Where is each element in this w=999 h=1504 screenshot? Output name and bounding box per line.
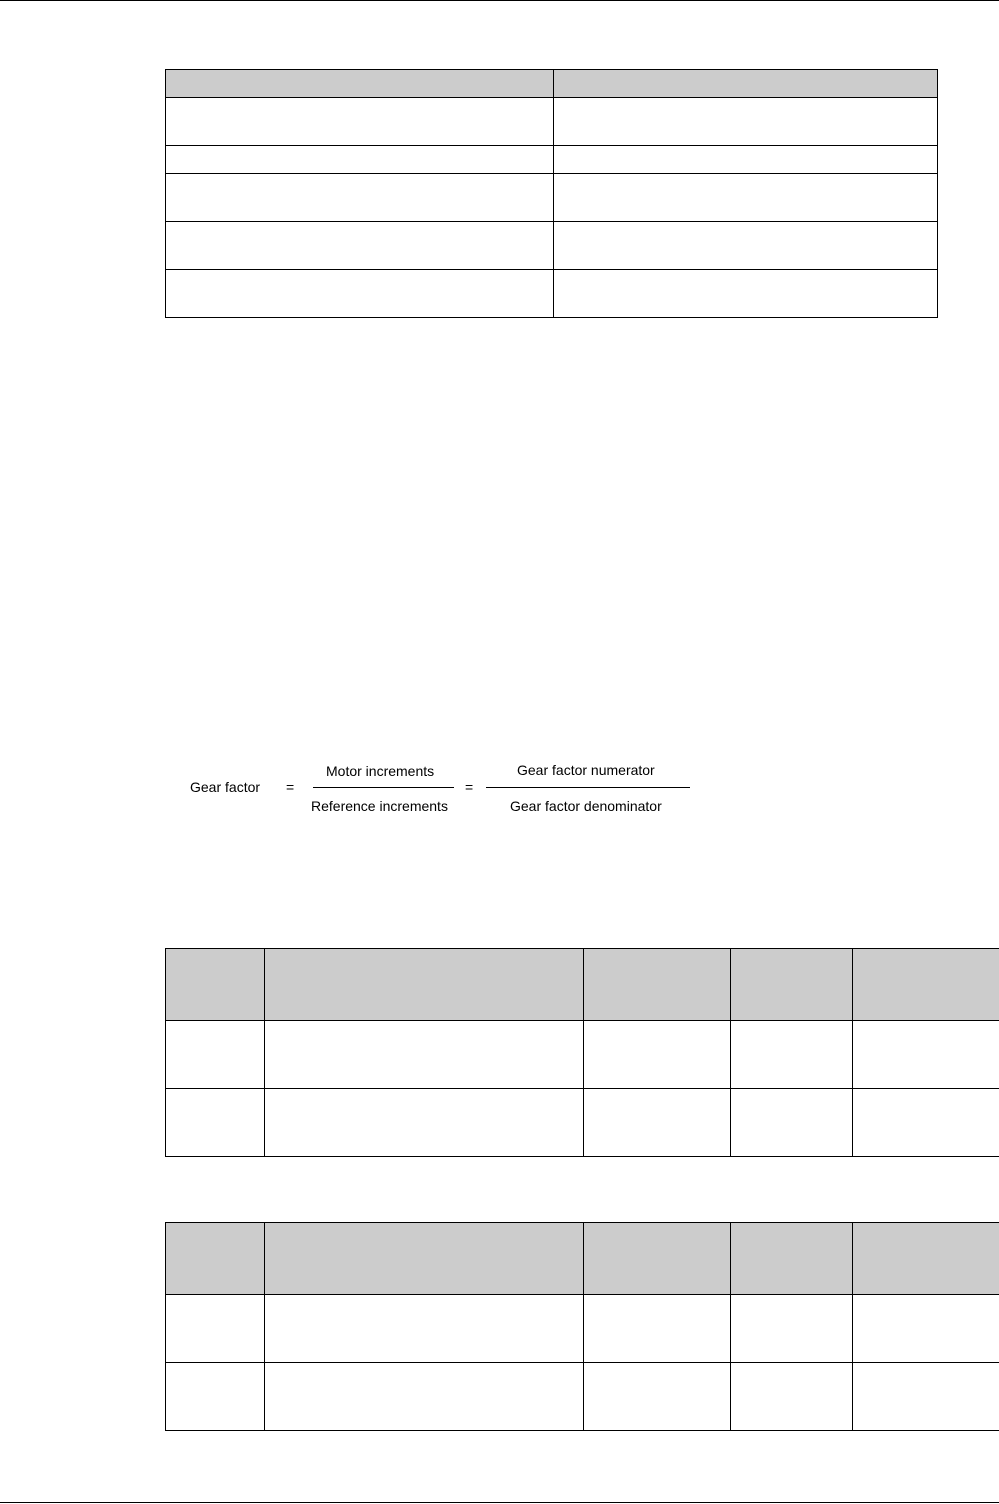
- fraction-1-bar: [313, 787, 454, 788]
- table-cell: [166, 1363, 265, 1431]
- formula-equals-1: =: [286, 779, 295, 795]
- table-cell: [554, 222, 938, 270]
- table-cell: [554, 98, 938, 146]
- table-cell: [166, 270, 554, 318]
- table-row: [166, 222, 938, 270]
- top-table: [165, 69, 938, 318]
- table-header-row: [166, 70, 938, 98]
- table-header-row: [166, 1223, 999, 1295]
- table-cell: [166, 1295, 265, 1363]
- table-cell: [731, 1363, 853, 1431]
- table-cell: [265, 1295, 584, 1363]
- table-cell: [265, 1089, 584, 1157]
- table-cell: [166, 98, 554, 146]
- header-cell: [731, 1223, 853, 1295]
- table-row: [166, 1295, 999, 1363]
- table-row: [166, 98, 938, 146]
- formula-equals-2: =: [465, 779, 474, 795]
- header-cell: [166, 70, 554, 98]
- page-bottom-rule: [0, 1502, 999, 1503]
- table-cell: [584, 1363, 731, 1431]
- header-cell: [265, 949, 584, 1021]
- gear-factor-formula: [0, 755, 999, 825]
- table-row: [166, 1021, 999, 1089]
- table-cell: [584, 1295, 731, 1363]
- header-cell: [853, 949, 999, 1021]
- table-cell: [166, 1021, 265, 1089]
- header-cell: [731, 949, 853, 1021]
- header-cell: [853, 1223, 999, 1295]
- table-row: [166, 270, 938, 318]
- header-cell: [265, 1223, 584, 1295]
- table-cell: [584, 1089, 731, 1157]
- table-cell: [554, 270, 938, 318]
- table-cell: [731, 1089, 853, 1157]
- table-cell: [166, 222, 554, 270]
- parameter-table-2: [165, 1222, 999, 1431]
- header-cell: [166, 1223, 265, 1295]
- table-cell: [853, 1089, 999, 1157]
- table-row: [166, 1089, 999, 1157]
- table-row: [166, 1363, 999, 1431]
- header-cell: [166, 949, 265, 1021]
- table-cell: [853, 1295, 999, 1363]
- table-cell: [166, 174, 554, 222]
- header-cell: [584, 949, 731, 1021]
- table-cell: [265, 1021, 584, 1089]
- table-row: [166, 146, 938, 174]
- table-cell: [265, 1363, 584, 1431]
- fraction-1-denominator: Reference increments: [311, 798, 448, 814]
- header-cell: [584, 1223, 731, 1295]
- table-cell: [166, 1089, 265, 1157]
- table-cell: [731, 1021, 853, 1089]
- table-cell: [584, 1021, 731, 1089]
- table-cell: [166, 146, 554, 174]
- fraction-2-denominator: Gear factor denominator: [510, 798, 662, 814]
- table-cell: [554, 146, 938, 174]
- table-cell: [731, 1295, 853, 1363]
- table-cell: [853, 1021, 999, 1089]
- formula-lhs: Gear factor: [190, 779, 261, 795]
- table-cell: [554, 174, 938, 222]
- table-row: [166, 174, 938, 222]
- page-top-rule: [0, 0, 999, 1]
- table-cell: [853, 1363, 999, 1431]
- fraction-2-numerator: Gear factor numerator: [517, 762, 655, 778]
- header-cell: [554, 70, 938, 98]
- parameter-table-1: [165, 948, 999, 1157]
- fraction-1-numerator: Motor increments: [326, 763, 435, 779]
- table-header-row: [166, 949, 999, 1021]
- fraction-2-bar: [486, 787, 690, 788]
